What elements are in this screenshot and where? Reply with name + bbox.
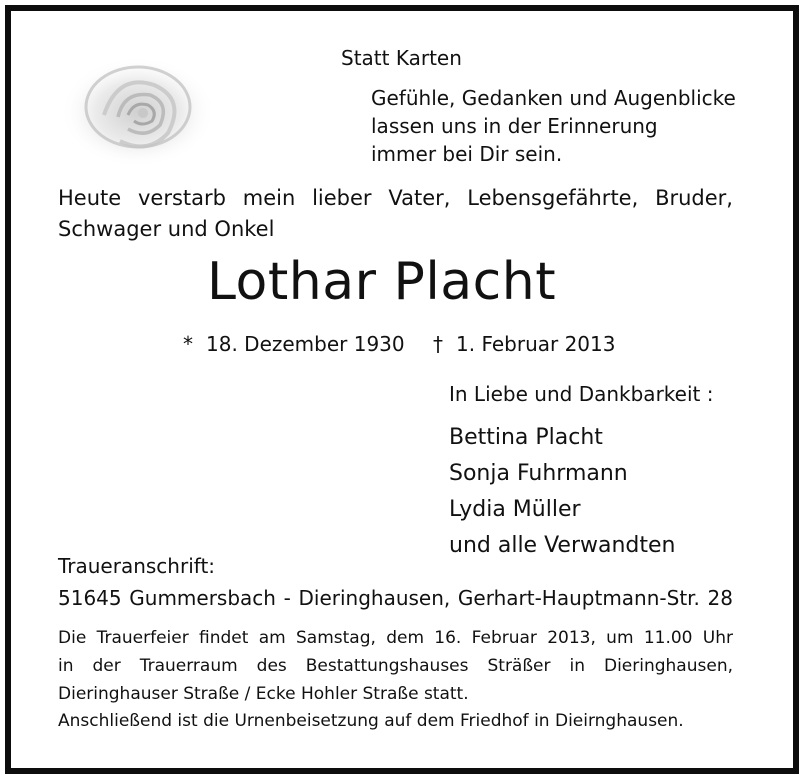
ceremony-line-1: Die Trauerfeier findet am Samstag, dem 16. Februar 2013, um 11.00 Uhr — [58, 628, 733, 648]
died-symbol: † — [433, 332, 443, 356]
intro-line-1: Heute verstarb mein lieber Vater, Lebensgefährte, Bruder, — [58, 186, 733, 210]
mourner-4: und alle Verwandten — [449, 533, 676, 558]
poem-line-1: Gefühle, Gedanken und Augenblicke — [371, 86, 736, 110]
mourners-heading: In Liebe und Dankbarkeit : — [449, 382, 714, 406]
statt-karten: Statt Karten — [341, 46, 462, 70]
address-label: Traueranschrift: — [58, 554, 216, 578]
ceremony-line-3: Dieringhauser Straße / Ecke Hohler Straße statt. — [58, 684, 469, 704]
born-date: 18. Dezember 1930 — [206, 332, 405, 356]
ceremony-line-4: Anschließend ist die Urnenbeisetzung auf dem Friedhof in Dieirnghausen. — [58, 711, 684, 731]
mourner-3: Lydia Müller — [449, 497, 581, 522]
mourner-2: Sonja Fuhrmann — [449, 461, 628, 486]
died-date: 1. Februar 2013 — [456, 332, 616, 356]
address-value: 51645 Gummersbach - Dieringhausen, Gerhart-Hauptmann-Str. 28 — [58, 586, 733, 610]
poem-line-3: immer bei Dir sein. — [371, 142, 563, 166]
poem-line-2: lassen uns in der Erinnerung — [371, 114, 658, 138]
deceased-name: Lothar Placht — [207, 252, 557, 312]
born-symbol: * — [183, 332, 193, 356]
ceremony-line-2: in der Trauerraum des Bestattungshauses Sträßer in Dieringhausen, — [58, 656, 733, 676]
intro-line-2: Schwager und Onkel — [58, 217, 275, 241]
rose-image — [58, 55, 218, 170]
mourner-1: Bettina Placht — [449, 425, 603, 450]
